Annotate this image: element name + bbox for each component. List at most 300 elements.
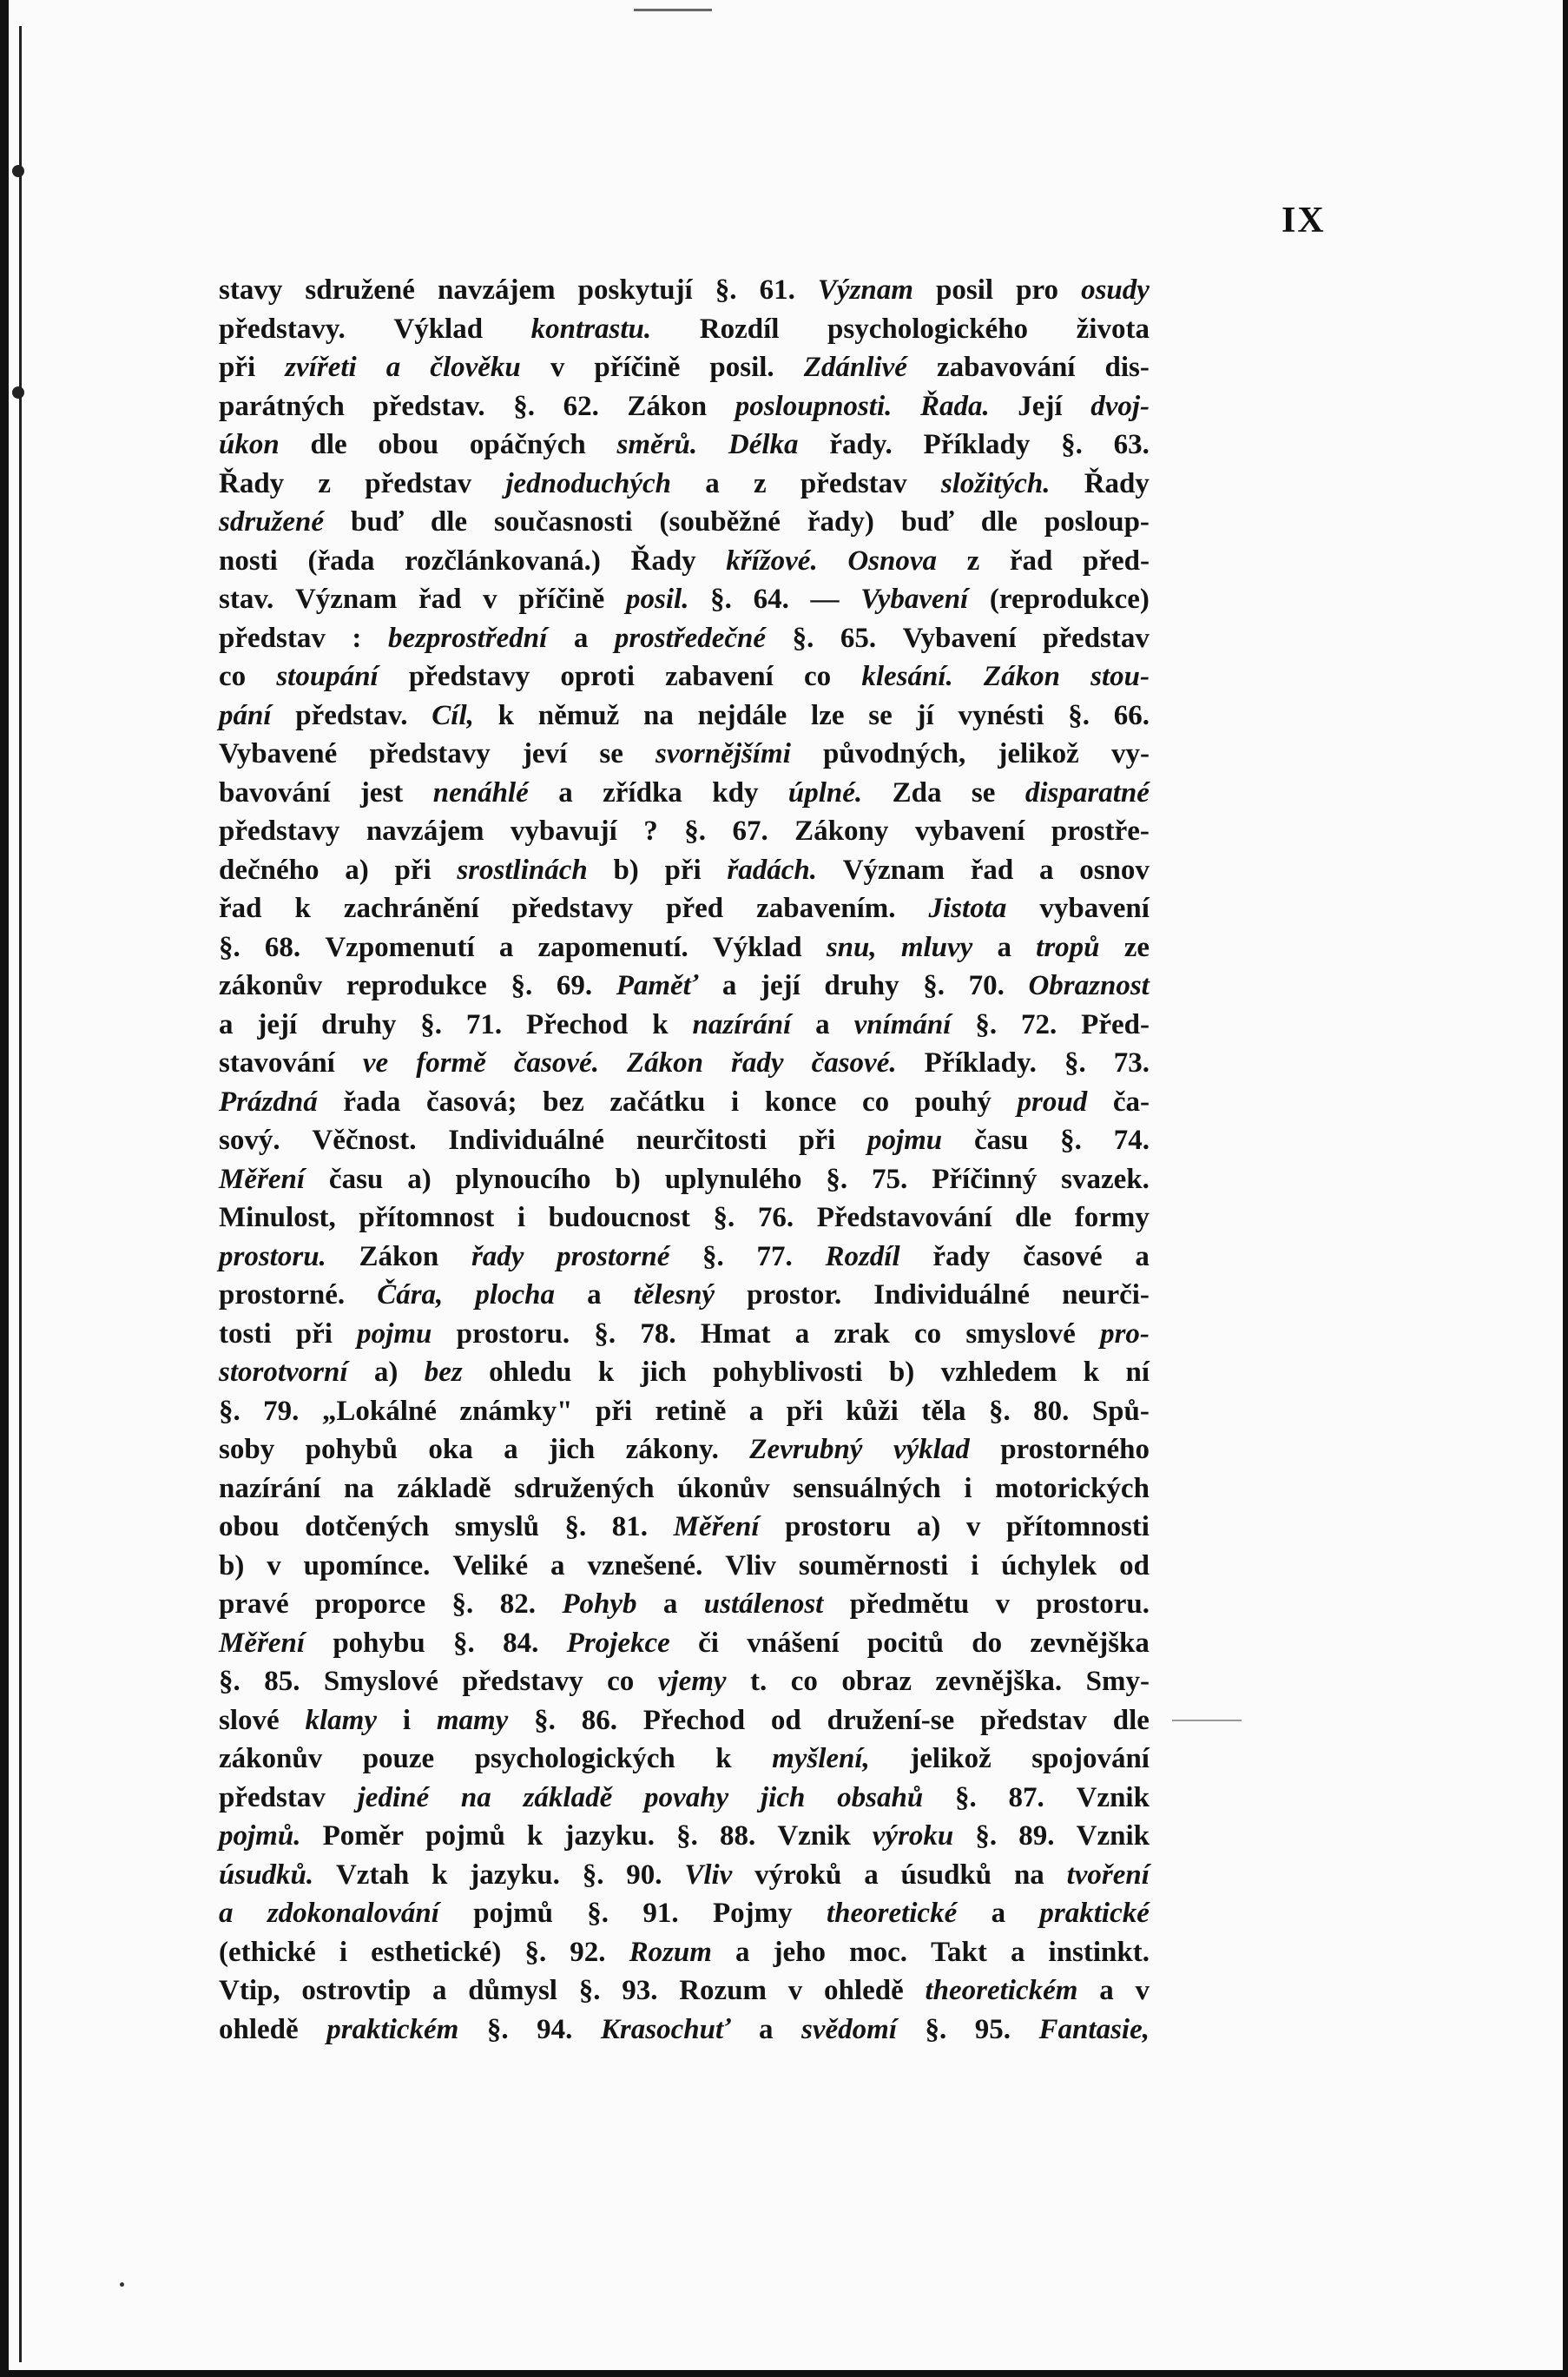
text-run: jeví: [522, 738, 568, 769]
text-run: na: [1013, 1859, 1044, 1891]
word: [265, 928, 300, 967]
text-line: [219, 1856, 1150, 1895]
word: [388, 619, 547, 658]
text-run: vnášení: [747, 1627, 840, 1659]
word: [344, 889, 479, 928]
text-run: zabavování: [936, 352, 1076, 383]
text-run: jelikož: [910, 1743, 992, 1774]
italic-text: nazírání: [692, 1008, 792, 1040]
text-run: a: [1010, 1936, 1025, 1968]
word: [394, 851, 431, 890]
text-run: prostor.: [747, 1279, 842, 1311]
word: [641, 1353, 687, 1392]
text-run: §.: [582, 1859, 604, 1891]
word: [811, 697, 844, 736]
word: [793, 1469, 941, 1509]
word: [868, 697, 893, 736]
word: [980, 1701, 1087, 1740]
text-run: §.: [587, 1898, 609, 1929]
italic-text: ustálenost: [703, 1588, 824, 1620]
word: [513, 387, 535, 426]
italic-text: tvoření: [1066, 1859, 1150, 1891]
text-run: 71.: [465, 1008, 503, 1040]
text-run: formy: [1074, 1202, 1150, 1233]
text-run: Výklad: [712, 931, 802, 963]
word: [971, 1547, 978, 1586]
word: [432, 1856, 447, 1895]
word: [432, 1971, 447, 2011]
word: [799, 1121, 835, 1160]
word: [457, 1315, 570, 1354]
text-run: posloup-: [1044, 506, 1150, 538]
text-run: vznešené.: [587, 1549, 703, 1581]
text-run: řad: [418, 584, 462, 615]
text-run: 95.: [974, 2013, 1011, 2045]
italic-text: Rozdíl: [825, 1240, 900, 1272]
italic-text: Význam: [817, 274, 913, 306]
text-line: [219, 735, 1150, 774]
word: [511, 967, 532, 1006]
text-run: k: [597, 1357, 615, 1388]
text-run: §.: [676, 1820, 698, 1852]
word: [219, 1044, 335, 1083]
word: [1039, 889, 1150, 928]
word: [407, 1160, 432, 1199]
text-run: příčině: [594, 352, 681, 383]
text-run: ohledu: [489, 1357, 572, 1388]
text-run: druhy: [824, 970, 899, 1001]
word: [613, 851, 638, 890]
word: [965, 1315, 1076, 1354]
text-run: §.: [702, 1240, 724, 1272]
word: [306, 1701, 377, 1740]
text-run: vybavení: [914, 815, 1025, 847]
word: [219, 774, 330, 813]
word: [219, 1353, 348, 1392]
word: [386, 348, 401, 387]
text-run: dle: [1014, 1202, 1052, 1233]
word: [862, 1083, 889, 1122]
word: [955, 1779, 977, 1818]
italic-text: Krasochuť: [600, 2013, 731, 2045]
text-run: představ: [365, 467, 472, 499]
word: [494, 503, 633, 542]
word: [219, 1624, 305, 1663]
word: [219, 1121, 280, 1160]
word: [710, 580, 732, 619]
text-run: do: [972, 1627, 1003, 1659]
word: [425, 1353, 463, 1392]
text-run: Řady: [219, 467, 285, 499]
word: [726, 542, 817, 581]
word: [765, 1083, 837, 1122]
italic-text: Vybavení: [860, 584, 969, 615]
word: [941, 465, 1051, 504]
word: [1135, 1971, 1150, 2011]
word: [827, 310, 1028, 349]
text-run: jeho: [773, 1936, 827, 1968]
text-run: 62.: [563, 390, 599, 422]
text-run: Věčnost.: [312, 1125, 417, 1156]
word: [756, 889, 895, 928]
word: [754, 580, 789, 619]
text-run: 64.: [753, 584, 789, 615]
word: [642, 1894, 678, 1933]
word: [1015, 1198, 1051, 1238]
word: [1111, 735, 1150, 774]
word: [1077, 310, 1150, 349]
word: [849, 1933, 907, 1972]
text-run: Význam: [842, 854, 945, 886]
text-run: sdružené: [305, 274, 415, 306]
text-run: instinkt.: [1048, 1936, 1150, 1968]
word: [219, 1276, 345, 1315]
contents-text-body: [219, 271, 1150, 2049]
text-run: §.: [1068, 699, 1090, 731]
word: [932, 1238, 990, 1277]
word: [1067, 1856, 1150, 1895]
word: [1011, 1933, 1025, 1972]
word: [860, 580, 968, 619]
text-run: 82.: [499, 1588, 536, 1620]
italic-text: myšlení,: [772, 1743, 870, 1774]
word: [219, 735, 337, 774]
text-run: pojmů: [425, 1820, 505, 1852]
word: [1084, 465, 1150, 504]
text-run: úsudků: [900, 1859, 992, 1891]
text-run: 74.: [1113, 1125, 1150, 1156]
word: [731, 1044, 784, 1083]
text-run: 70.: [968, 970, 1005, 1001]
text-line: [219, 1624, 1150, 1663]
text-run: se: [868, 699, 893, 731]
italic-text: obsahů: [837, 1781, 924, 1813]
text-run: psychologického: [827, 313, 1029, 345]
text-run: 63.: [1113, 429, 1150, 460]
text-run: od: [770, 1704, 801, 1736]
word: [720, 1817, 755, 1856]
word: [1061, 1160, 1150, 1199]
margin-mark: [12, 165, 24, 177]
word: [761, 967, 800, 1006]
italic-text: Měření: [219, 1627, 305, 1659]
text-run: konce: [764, 1086, 837, 1118]
italic-text: Jistota: [928, 893, 1007, 924]
text-run: ?: [643, 815, 658, 847]
word: [455, 1508, 539, 1547]
word: [305, 271, 415, 310]
text-run: stavování: [219, 1047, 335, 1079]
text-line: [219, 310, 1150, 349]
word: [1061, 426, 1083, 465]
text-run: družení-se: [827, 1704, 955, 1736]
word: [788, 1971, 803, 2011]
text-run: pouze: [362, 1743, 435, 1774]
text-run: úkonův: [677, 1472, 770, 1504]
text-run: §.: [710, 584, 732, 615]
text-run: a: [991, 1898, 1006, 1929]
word: [665, 657, 774, 697]
word: [1010, 542, 1053, 581]
word: [698, 1624, 719, 1663]
word: [1025, 774, 1150, 813]
text-run: §.: [955, 1781, 977, 1813]
italic-text: ve: [362, 1047, 389, 1079]
word: [1114, 697, 1150, 736]
word: [512, 889, 633, 928]
text-run: druhy: [321, 1008, 397, 1040]
word: [1009, 1779, 1044, 1818]
text-run: Řady: [1084, 467, 1150, 499]
word: [306, 1430, 398, 1469]
word: [329, 1160, 383, 1199]
word: [1039, 2011, 1150, 2050]
text-run: §.: [513, 390, 536, 422]
text-run: ča-: [1112, 1086, 1150, 1118]
italic-text: jediné: [357, 1781, 430, 1813]
text-run: či: [698, 1627, 719, 1659]
word: [549, 1198, 690, 1238]
word: [725, 1547, 776, 1586]
text-run: řady: [932, 1240, 991, 1272]
word: [372, 387, 484, 426]
text-run: 87.: [1008, 1781, 1044, 1813]
text-run: před: [666, 893, 724, 924]
text-run: na: [643, 699, 674, 731]
word: [807, 503, 874, 542]
text-run: Příklady.: [924, 1047, 1037, 1079]
text-run: motorických: [995, 1472, 1150, 1504]
word: [219, 1856, 313, 1895]
word: [267, 1894, 439, 1933]
word: [889, 1353, 914, 1392]
text-run: a: [550, 1549, 565, 1581]
word: [219, 1971, 280, 2011]
text-run: co: [607, 1666, 635, 1697]
word: [456, 1160, 591, 1199]
text-run: buď: [900, 506, 954, 538]
word: [817, 1198, 992, 1238]
text-run: 81.: [611, 1511, 649, 1542]
text-run: dle: [1112, 1704, 1150, 1736]
word: [972, 1624, 1002, 1663]
text-run: představ.: [295, 699, 408, 731]
word: [1049, 1933, 1150, 1972]
text-run: vzhledem: [940, 1357, 1057, 1388]
italic-text: člověku: [430, 352, 521, 383]
word: [295, 889, 311, 928]
italic-text: disparatné: [1024, 776, 1150, 809]
word: [560, 657, 635, 697]
text-run: plynoucího: [455, 1163, 591, 1195]
text-run: 77.: [756, 1240, 793, 1272]
text-run: osnov: [1079, 854, 1150, 886]
text-run: obou: [219, 1511, 280, 1542]
text-run: zevnějška: [1030, 1627, 1150, 1659]
text-run: představ: [219, 622, 326, 654]
word: [684, 1856, 732, 1895]
text-run: Před-: [1081, 1008, 1150, 1040]
word: [304, 1547, 431, 1586]
text-line: [219, 1160, 1150, 1199]
word: [713, 1353, 862, 1392]
text-run: Vzpomenutí: [325, 931, 475, 963]
italic-text: Délka: [728, 429, 799, 460]
word: [759, 2011, 774, 2050]
word: [652, 1006, 668, 1045]
word: [428, 1430, 472, 1469]
text-line: [219, 1121, 1150, 1160]
word: [674, 1508, 760, 1547]
italic-text: prostorné: [557, 1240, 670, 1272]
text-run: stav.: [219, 584, 274, 615]
word: [219, 387, 345, 426]
word: [974, 1121, 1028, 1160]
text-run: §.: [975, 1008, 998, 1040]
text-run: poskytují: [577, 274, 693, 306]
word: [827, 1894, 957, 1933]
word: [627, 387, 707, 426]
italic-text: Měření: [219, 1163, 305, 1195]
word: [634, 1276, 715, 1315]
word: [448, 1121, 604, 1160]
text-run: (řada: [307, 545, 375, 577]
text-run: 73.: [1113, 1047, 1150, 1079]
word: [371, 1933, 501, 1972]
text-line: [219, 851, 1150, 890]
word: [418, 580, 462, 619]
text-run: v: [787, 1975, 803, 2006]
word: [1039, 1894, 1149, 1933]
text-line: [219, 542, 1150, 581]
word: [433, 774, 529, 813]
text-run: opáčných: [469, 429, 586, 460]
italic-text: Čára,: [377, 1279, 444, 1311]
word: [901, 503, 954, 542]
italic-text: řady: [471, 1240, 524, 1272]
word: [1060, 1121, 1082, 1160]
text-run: buď: [351, 506, 404, 538]
word: [378, 426, 438, 465]
text-line: [219, 1585, 1150, 1624]
text-run: §.: [713, 1202, 735, 1233]
word: [794, 812, 888, 851]
text-line: [219, 1779, 1150, 1818]
text-run: úchylek: [1001, 1549, 1097, 1581]
italic-text: Vliv: [684, 1859, 733, 1891]
word: [565, 1508, 587, 1547]
word: [326, 2011, 458, 2050]
word: [975, 2011, 1011, 2050]
text-run: §.: [524, 1936, 547, 1968]
word: [219, 1083, 318, 1122]
text-run: co: [862, 1086, 890, 1118]
italic-text: nenáhlé: [432, 776, 529, 809]
text-run: zákony.: [625, 1434, 719, 1465]
text-run: slové: [219, 1704, 280, 1736]
word: [219, 1585, 289, 1624]
word: [840, 619, 876, 658]
word: [1090, 657, 1150, 697]
text-run: a): [373, 1357, 399, 1388]
word: [715, 1740, 731, 1779]
word: [643, 697, 674, 736]
text-run: přítomnosti: [1005, 1511, 1150, 1542]
text-run: a: [1099, 1975, 1114, 2006]
text-line: [219, 1238, 1150, 1277]
text-run: k: [294, 893, 311, 924]
word: [1077, 1817, 1150, 1856]
text-run: reprodukce: [346, 970, 487, 1001]
text-line: [219, 2011, 1150, 2050]
text-line: [219, 1276, 1150, 1315]
word: [550, 348, 565, 387]
text-run: z: [753, 467, 767, 499]
text-run: dle: [310, 429, 347, 460]
word: [749, 1430, 862, 1469]
italic-text: svornějšími: [656, 738, 791, 769]
word: [336, 1856, 409, 1895]
text-run: Rozdíl: [699, 313, 780, 345]
word: [359, 1198, 494, 1238]
text-run: Představování: [816, 1202, 992, 1233]
text-run: souměrnosti: [798, 1549, 949, 1581]
text-run: pouhý: [914, 1086, 992, 1118]
word: [534, 1701, 556, 1740]
word: [527, 1817, 543, 1856]
text-run: 91.: [642, 1898, 679, 1929]
word: [557, 1238, 669, 1277]
word: [616, 967, 699, 1006]
text-run: 92.: [570, 1936, 606, 1968]
text-run: němuž: [537, 699, 620, 731]
word: [500, 1585, 536, 1624]
text-run: Pojmy: [712, 1898, 793, 1929]
text-run: původných,: [823, 738, 966, 769]
text-run: a: [587, 1279, 602, 1311]
text-line: [219, 1353, 1150, 1392]
word: [1114, 1044, 1150, 1083]
text-run: upomínce.: [303, 1549, 431, 1581]
italic-text: pojmu: [866, 1125, 943, 1156]
word: [403, 1701, 411, 1740]
text-run: „Lokálné: [321, 1395, 437, 1427]
text-run: jí: [916, 699, 934, 731]
text-run: a: [735, 1936, 750, 1968]
text-line: [219, 1971, 1150, 2011]
word: [596, 1392, 632, 1431]
text-run: parátných: [219, 390, 345, 422]
italic-text: Obraznost: [1028, 970, 1150, 1001]
italic-text: theoretickém: [925, 1975, 1078, 2006]
word: [893, 774, 942, 813]
word: [785, 1508, 891, 1547]
italic-text: na: [460, 1781, 491, 1813]
word: [1119, 1547, 1150, 1586]
italic-text: prostředečné: [614, 622, 767, 654]
text-run: pojmů: [473, 1898, 553, 1929]
italic-text: základě: [523, 1781, 613, 1813]
word: [732, 812, 768, 851]
text-run: tosti: [219, 1317, 272, 1350]
word: [601, 2011, 731, 2050]
text-run: i: [402, 1704, 411, 1736]
word: [850, 1585, 969, 1624]
text-run: §.: [826, 1163, 848, 1195]
text-run: dle: [430, 506, 468, 538]
text-run: vy-: [1110, 738, 1150, 769]
italic-text: zdokonalování: [267, 1898, 439, 1929]
